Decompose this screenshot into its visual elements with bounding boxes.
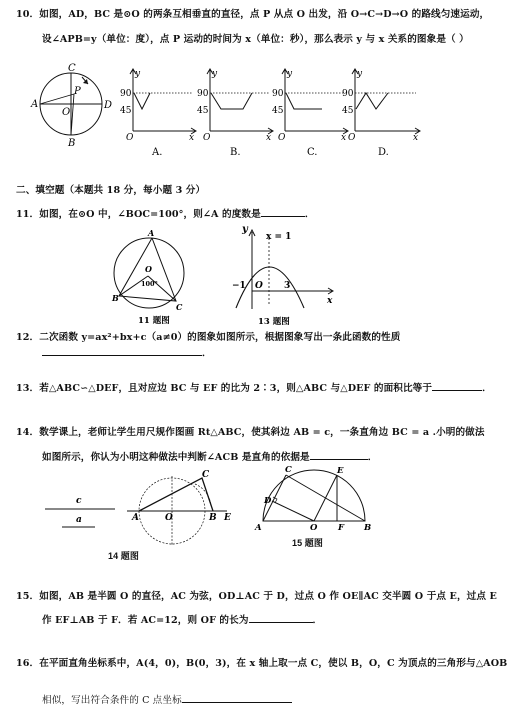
q11-answer-blank [261,216,305,217]
q16-line2 [42,692,292,706]
q10-line2: 设∠APB=y（单位：度），点 P 运动的时间为 x（单位：秒），那么表示 y 与 x 关系的图象是（ ） [42,34,469,45]
q16-line1: 16．在平面直角坐标系中，A(4，0)，B(0，3)，在 x 轴上取一点 C，使以 B，O，C 为顶点的三角形与△AOB [16,658,508,669]
q10c-y-label: y [287,69,293,79]
q10d-y-label: y [357,69,363,79]
q10c-origin: O [278,133,286,143]
q14-seg-c-label: c [76,496,82,506]
q10b-tick-90: 90 [197,89,209,99]
q14-caption: 14 题图 [108,551,140,561]
q14-label-E: E [224,513,231,523]
q10-option-c: C. [307,147,318,158]
q12-answer-blank [42,355,202,356]
q10d-tick-90: 90 [342,89,354,99]
q11-label-O: O [145,264,152,274]
q10b-tick-45: 45 [197,106,209,116]
q13-neg1: −1 [232,281,246,291]
q10-graph-c [272,67,352,157]
q10c-tick-90: 90 [272,89,284,99]
q11-label-B: B [112,293,119,303]
q15-label-F: F [338,523,345,533]
q10-line1: 10．如图，AD，BC 是⊙O 的两条互相垂直的直径，点 P 从点 O 出发，沿 O→C→D→O 的路线匀速运动， [16,9,490,20]
q13-axis-eq: x = 1 [266,232,292,242]
q15-label-D: D [264,496,272,506]
q16-line2-body: 相似，写出符合条件的 C 点坐标 [42,695,182,706]
q15-label-B: B [364,523,372,533]
q14-figure [125,468,240,548]
q11-angle-label: 100° [141,280,158,288]
q15-caption: 15 题图 [292,538,324,548]
q15-label-A: A [255,523,262,533]
q10d-x-label: x [413,133,419,143]
q15-line2-body: 作 EF⊥AB 于 F．若 AC=12，则 OF 的长为 [42,615,249,626]
q10-option-b: B. [230,147,241,158]
q10-circle-figure [30,62,120,152]
q11-label-A: A [148,228,155,238]
q10-label-A: A [31,99,39,110]
q14-label-A: A [132,513,139,523]
q14-label-B: B [209,513,217,523]
q10d-origin: O [348,133,356,143]
q11-text: 11．如图，在⊙O 中，∠BOC=100°，则∠A 的度数是 ． [16,209,315,220]
q13-answer-blank [432,390,482,391]
q12-line1: 12．二次函数 y=ax²+bx+c（a≠0）的图象如图所示，根据图象写出一条此函数的性质 [16,332,401,343]
q16-answer-blank [182,702,292,703]
q14-label-C: C [202,470,210,480]
q10a-tick-45: 45 [120,106,132,116]
q15-line1: 15．如图，AB 是半圆 O 的直径，AC 为弦，OD⊥AC 于 D，过点 O 作 OE∥AC 交半圆 O 于点 E，过点 E [16,591,497,602]
q10c-x-label: x [341,133,347,143]
q14-line2: 如图所示，你认为小明这种做法中判断∠ACB 是直角的依据是 ． [42,452,378,463]
q11-text-body: 11．如图，在⊙O 中，∠BOC=100°，则∠A 的度数是 [16,209,261,220]
q10b-y-label: y [212,69,218,79]
q15-label-E: E [337,466,344,476]
q10-graph-d [342,67,424,157]
section-heading: 二、填空题（本题共 18 分，每小题 3 分） [16,185,206,196]
q11-caption: 11 题图 [138,316,170,326]
q15-answer-blank [249,622,313,623]
q14-seg-a-label: a [76,515,82,525]
q15-figure [253,463,373,533]
q10b-x-label: x [266,133,272,143]
q14-label-O: O [165,513,173,523]
q10-label-O: O [62,107,71,118]
q10a-y-label: y [135,69,141,79]
q10-label-D: D [104,100,113,111]
q10-option-d: D. [378,147,389,158]
q10d-tick-45: 45 [342,106,354,116]
q10a-origin: O [126,133,134,143]
q13-caption: 13 题图 [258,317,290,327]
q13-x-label: x [327,296,333,306]
q14-line1: 14．数学课上，老师让学生用尺规作图画 Rt△ABC，使其斜边 AB = c，一条直角边 BC = a .小明的做法 [16,427,485,438]
q10a-tick-90: 90 [120,89,132,99]
q14-line2-body: 如图所示，你认为小明这种做法中判断∠ACB 是直角的依据是 [42,452,310,463]
q11-figure [108,226,190,326]
q10b-origin: O [203,133,211,143]
q10-label-C: C [68,63,76,74]
q13-origin: O [255,281,263,291]
q14-segments [40,492,120,532]
q15-label-C: C [285,465,292,475]
q11-label-C: C [176,302,183,312]
q10-graph-a [120,67,200,157]
q14-answer-blank [310,459,368,460]
q10-label-B: B [68,138,76,149]
q13-y-label: y [242,224,248,235]
q15-line2: 作 EF⊥AB 于 F．若 AC=12，则 OF 的长为 ． [42,615,323,626]
q13-text: 13．若△ABC∽△DEF，且对应边 BC 与 EF 的比为 2∶3，则△ABC 与△DEF 的面积比等于 ． [16,383,492,394]
q10a-x-label: x [189,133,195,143]
q10-graph-b [197,67,277,157]
q15-label-O: O [310,523,318,533]
q12-line2: ． [42,345,212,359]
q10c-tick-45: 45 [272,106,284,116]
q13-text-body: 13．若△ABC∽△DEF，且对应边 BC 与 EF 的比为 2∶3，则△ABC 与△DEF 的面积比等于 [16,383,433,394]
q10-label-P: P [74,86,81,97]
q10-option-a: A. [152,147,163,158]
q13-figure [232,224,338,326]
q13-three: 3 [284,281,291,291]
